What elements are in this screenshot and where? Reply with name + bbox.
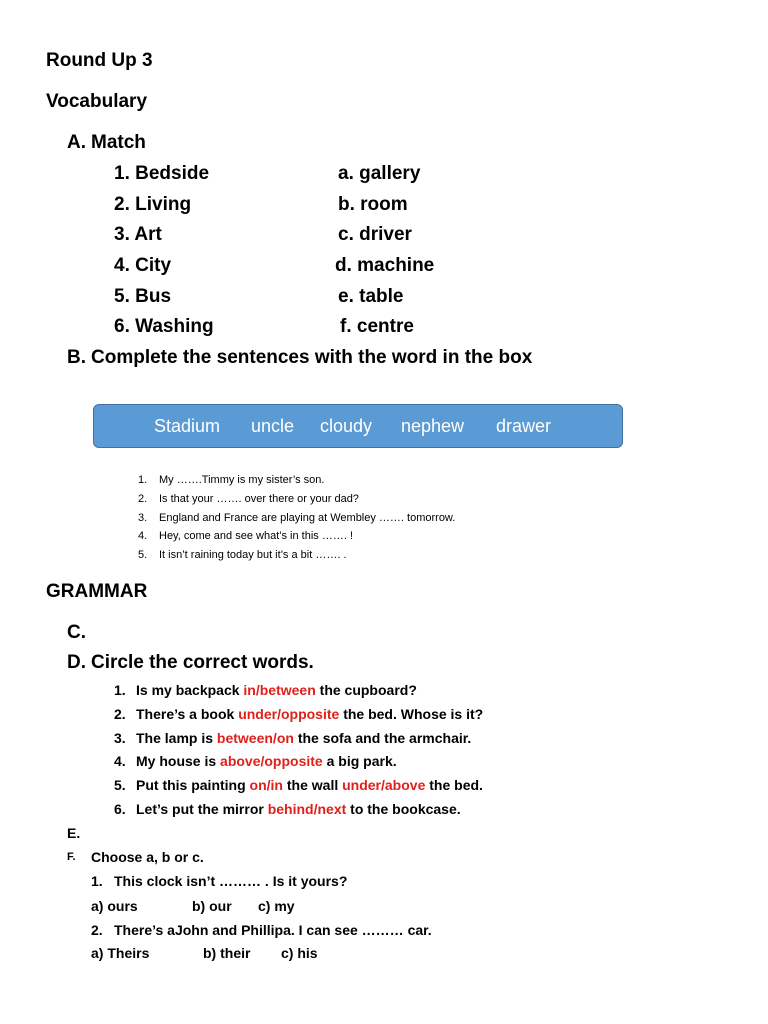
match-right-item: c. driver (338, 224, 412, 245)
circle-item: Let’s put the mirror behind/next to the bookcase. (136, 801, 461, 817)
match-left-item: 5. Bus (114, 286, 172, 307)
word-choice: above/opposite (220, 753, 323, 769)
word-box-item: uncle (251, 416, 295, 436)
vocabulary-heading: Vocabulary (46, 91, 148, 112)
sentence-number: 4. (138, 530, 148, 542)
match-right-item: a. gallery (338, 163, 421, 184)
circle-item: My house is above/opposite a big park. (136, 753, 397, 769)
word-box-item: nephew (401, 416, 465, 436)
sentence-text: Hey, come and see what’s in this ……. ! (159, 530, 354, 542)
match-right-item: d. machine (335, 255, 435, 276)
circle-item-number: 2. (114, 706, 126, 722)
grammar-heading: GRAMMAR (46, 581, 148, 602)
match-left-item: 1. Bedside (114, 163, 210, 184)
answer-option: a) ours (91, 898, 138, 914)
question-number: 1. (91, 873, 103, 889)
answer-option: a) Theirs (91, 945, 150, 961)
word-choice: on/in (249, 777, 283, 793)
circle-item: The lamp is between/on the sofa and the armchair. (136, 730, 472, 746)
sentence-number: 1. (138, 474, 148, 486)
section-f-title: Choose a, b or c. (91, 849, 204, 865)
page-title: Round Up 3 (46, 50, 153, 71)
circle-item-number: 4. (114, 753, 126, 769)
answer-option: c) my (258, 898, 295, 914)
circle-item: There’s a book under/opposite the bed. Whose is it? (136, 706, 484, 722)
circle-item-number: 3. (114, 730, 126, 746)
section-c-label: C. (67, 622, 86, 643)
sentence-text: Is that your ……. over there or your dad? (159, 493, 359, 505)
sentence-number: 5. (138, 549, 148, 561)
section-a-title: Match (91, 132, 146, 153)
match-right-item: b. room (338, 194, 408, 215)
word-box-item: Stadium (154, 416, 221, 436)
word-box-item: cloudy (320, 416, 373, 436)
match-left-item: 3. Art (114, 224, 162, 245)
word-choice: under/above (342, 777, 426, 793)
sentence-text: England and France are playing at Wembley ……. tomorrow. (159, 512, 456, 524)
section-b-label: B. (67, 347, 86, 368)
circle-item-number: 6. (114, 801, 126, 817)
word-choice: under/opposite (238, 706, 340, 722)
match-right-item: f. centre (340, 316, 414, 337)
circle-item: Is my backpack in/between the cupboard? (136, 682, 417, 698)
sentence-number: 3. (138, 512, 148, 524)
match-left-item: 2. Living (114, 194, 192, 215)
sentence-text: It isn’t raining today but it’s a bit ……. . (159, 549, 347, 561)
section-d-title: Circle the correct words. (91, 652, 314, 673)
word-box-item: drawer (496, 416, 552, 436)
section-e-label: E. (67, 825, 81, 841)
circle-item-number: 1. (114, 682, 126, 698)
word-choice: between/on (216, 730, 294, 746)
match-left-item: 4. City (114, 255, 172, 276)
answer-option: c) his (281, 945, 318, 961)
word-box (93, 404, 623, 448)
sentence-text: My …….Timmy is my sister’s son. (159, 474, 325, 486)
circle-item: Put this painting on/in the wall under/above the bed. (136, 777, 483, 793)
question-number: 2. (91, 922, 103, 938)
section-b-title: Complete the sentences with the word in the box (91, 347, 533, 368)
question-text: There’s aJohn and Phillipa. I can see ……… car. (114, 922, 432, 938)
section-f-label: F. (67, 851, 76, 863)
match-left-item: 6. Washing (114, 316, 214, 337)
section-a-label: A. (67, 132, 86, 153)
match-right-item: e. table (338, 286, 404, 307)
word-choice: in/between (243, 682, 316, 698)
word-choice: behind/next (267, 801, 347, 817)
question-text: This clock isn’t ……… . Is it yours? (114, 873, 348, 889)
circle-item-number: 5. (114, 777, 126, 793)
answer-option: b) our (192, 898, 232, 914)
section-d-label: D. (67, 652, 86, 673)
sentence-number: 2. (138, 493, 148, 505)
answer-option: b) their (203, 945, 251, 961)
